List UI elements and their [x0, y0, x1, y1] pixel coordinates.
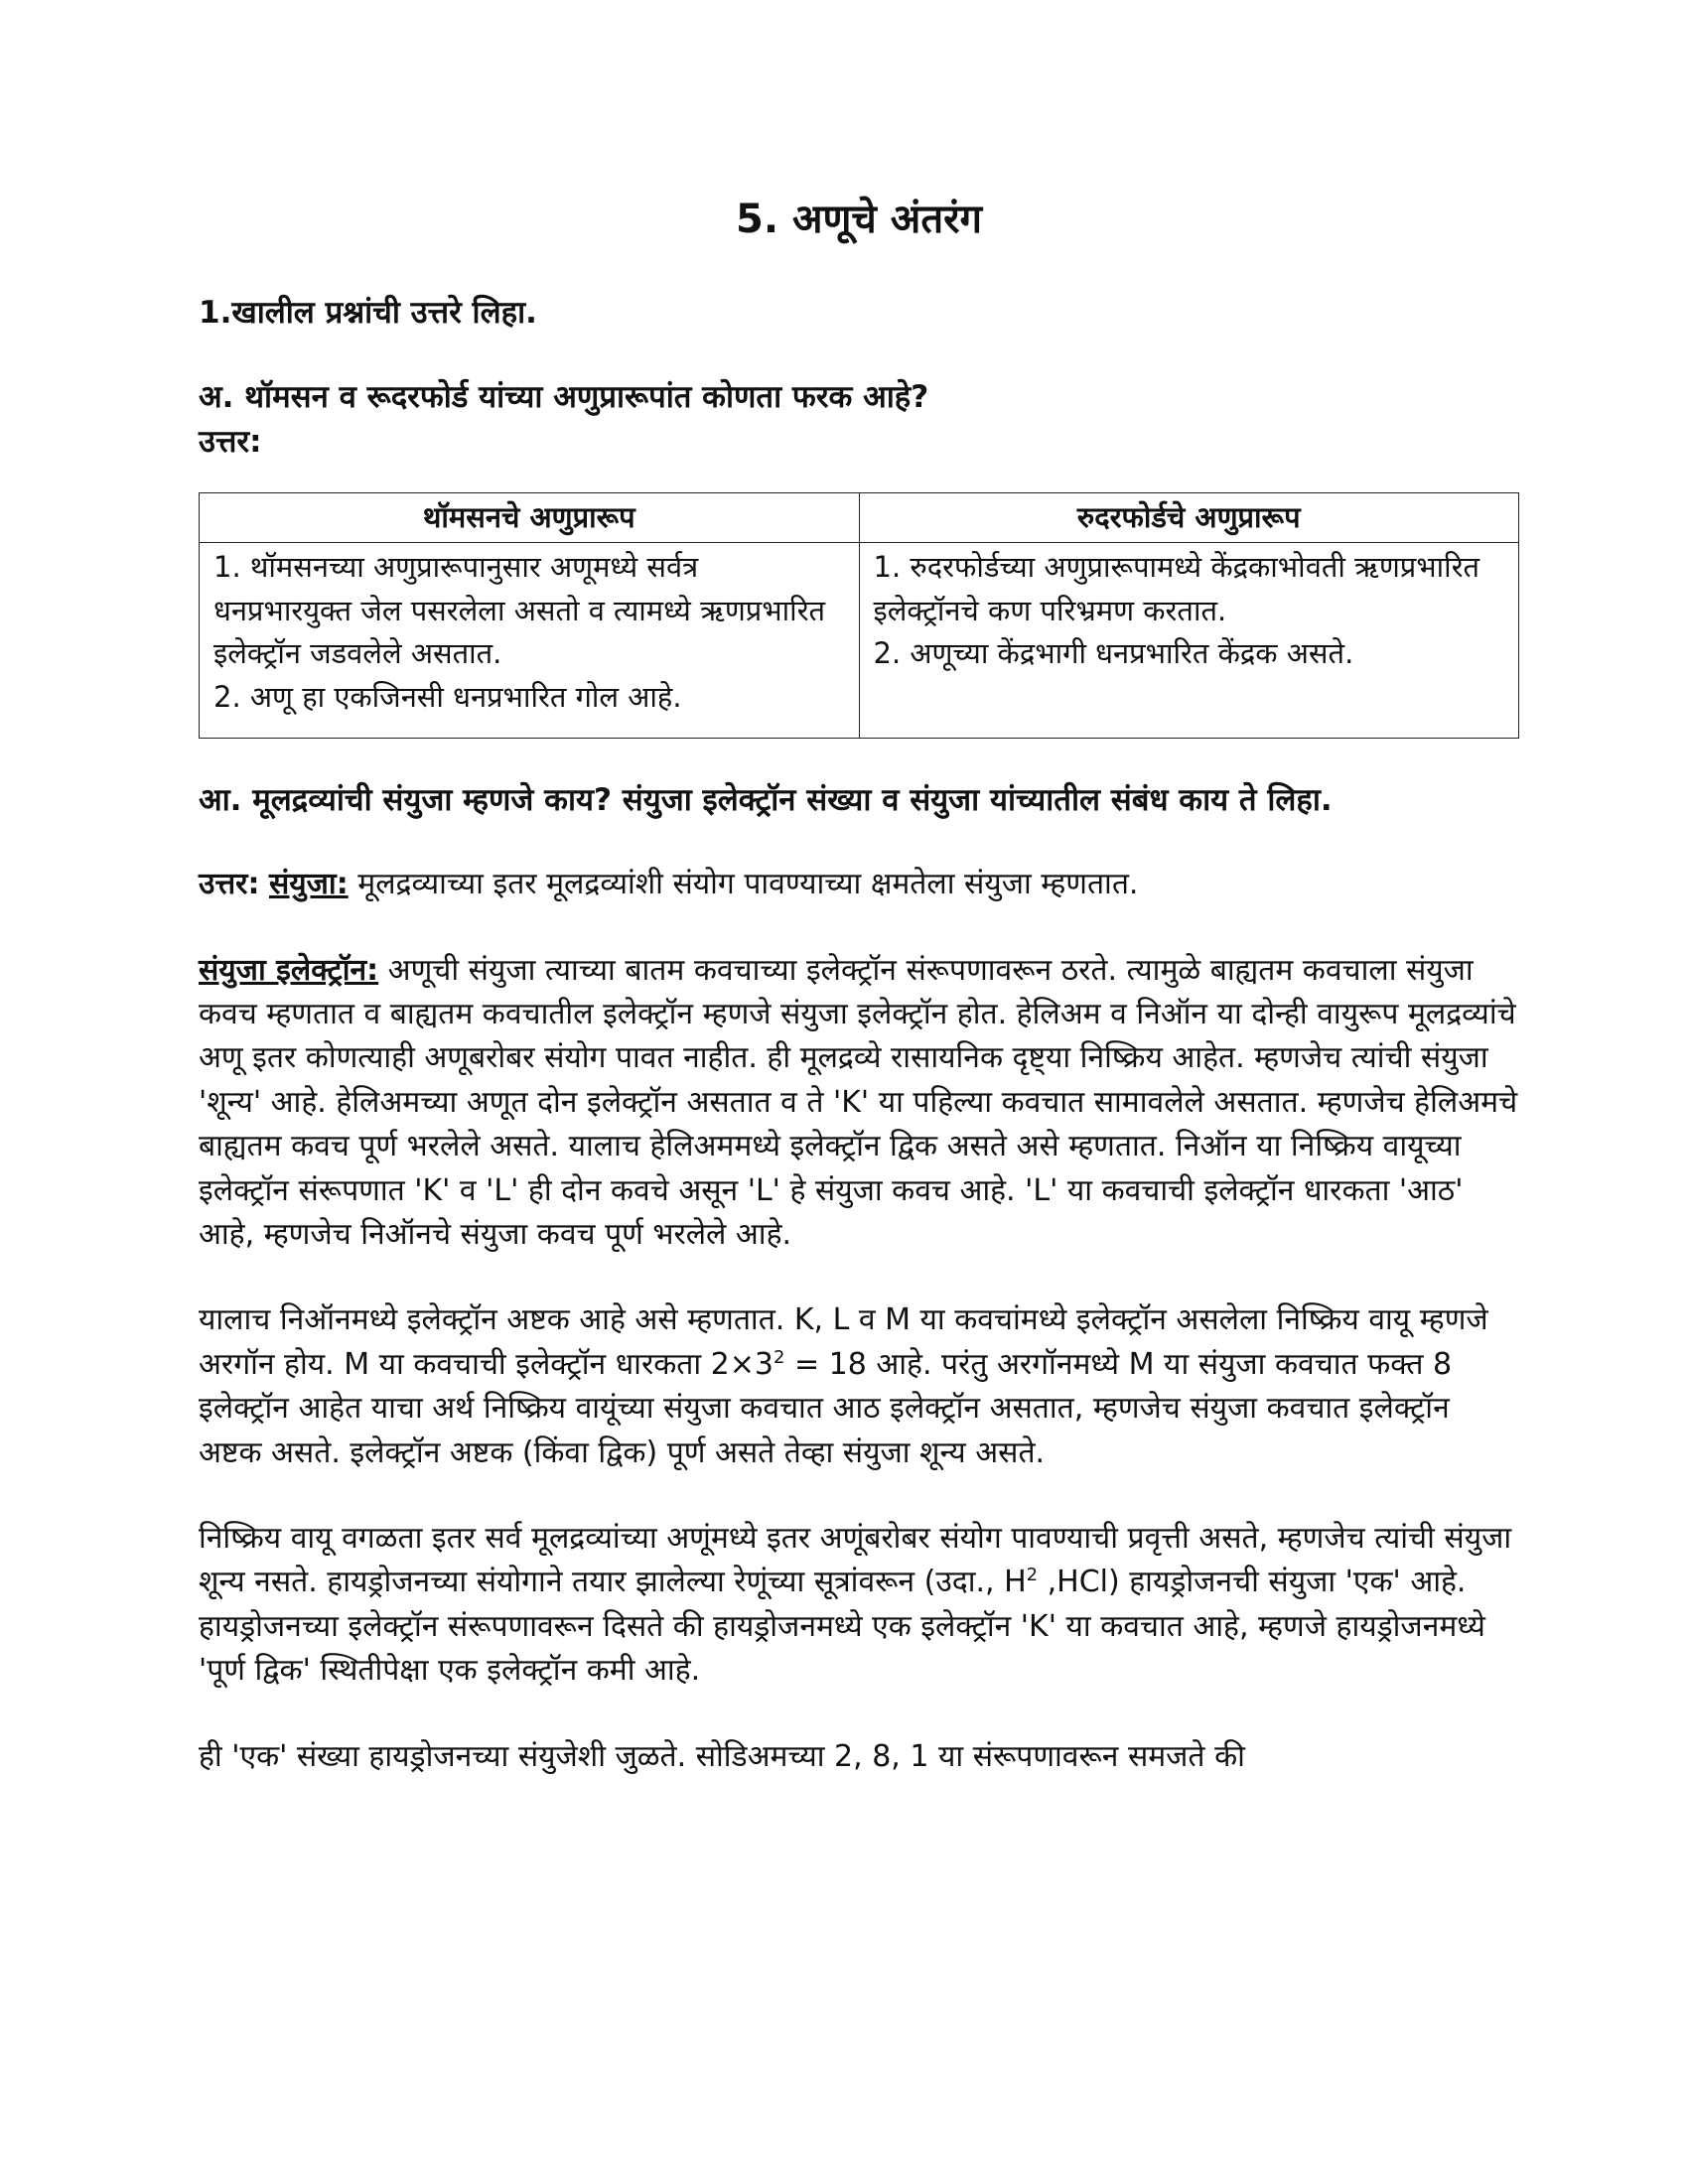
table-header-row	[200, 492, 1519, 543]
table-cell-thomson	[200, 543, 860, 739]
hydrogen-text-1: निष्क्रिय वायू वगळता इतर सर्व मूलद्रव्यांच्या अणूंमध्ये इतर अणूंबरोबर संयोग पावण्याची प्रवृत्ती असते, म्हणजेच त्यांची संयुजा शून्य नसते. हायड्रोजनच्या संयोगाने तयार झालेल्या रेणूंच्या सूत्रांवरून (उदा., H	[199, 1520, 1512, 1600]
octet-paragraph	[199, 1298, 1519, 1475]
rutherford-point-2: 2. अणूच्या केंद्रभागी धनप्रभारित केंद्रक असते.	[873, 636, 1354, 671]
table-cell-rutherford	[859, 543, 1519, 739]
document-page	[199, 194, 1519, 1821]
answer-label-a: उत्तर:	[199, 423, 262, 460]
valence-definition: मूलद्रव्याच्या इतर मूलद्रव्यांशी संयोग पावण्याच्या क्षमतेला संयुजा म्हणतात.	[357, 867, 1139, 902]
octet-text-2: = 18 आहे. परंतु अरगॉनमध्ये M या संयुजा कवचात फक्त 8 इलेक्ट्रॉन आहेत याचा अर्थ निष्क्रिय वायूंच्या संयुजा कवचात आठ इलेक्ट्रॉन असतात, म्हणजेच संयुजा कवचात इलेक्ट्रॉन अष्टक असते. इलेक्ट्रॉन अष्टक (किंवा द्विक) पूर्ण असते तेव्हा संयुजा शून्य असते.	[199, 1346, 1453, 1470]
valence-electrons-text: अणूची संयुजा त्याच्या बातम कवचाच्या इलेक्ट्रॉन संरूपणावरून ठरते. त्यामुळे बाह्यतम कवचाला संयुजा कवच म्हणतात व बाह्यतम कवचातील इलेक्ट्रॉन म्हणजे संयुजा इलेक्ट्रॉन होत. हेलिअम व निऑन या दोन्ही वायुरूप मूलद्रव्यांचे अणू इतर कोणत्याही अणूबरोबर संयोग पावत नाहीत. ही मूलद्रव्ये रासायनिक दृष्ट्या निष्क्रिय आहेत. म्हणजेच त्यांची संयुजा 'शून्य' आहे. हेलिअमच्या अणूत दोन इलेक्ट्रॉन असतात व ते 'K' या पहिल्या कवचात सामावलेले असतात. म्हणजेच हेलिअमचे बाह्यतम कवच पूर्ण भरलेले असते. यालाच हेलिअममध्ये इलेक्ट्रॉन द्विक असते असे म्हणतात. निऑन या निष्क्रिय वायूच्या इलेक्ट्रॉन संरूपणात 'K' व 'L' ही दोन कवचे असून 'L' हे संयुजा कवच आहे. 'L' या कवचाची इलेक्ट्रॉन धारकता 'आठ' आहे, म्हणजेच निऑनचे संयुजा कवच पूर्ण भरलेले आहे.	[199, 952, 1518, 1252]
octet-superscript: 2	[773, 1346, 785, 1368]
rutherford-point-1: 1. रुदरफोर्डच्या अणुप्रारूपामध्ये केंद्रकाभोवती ऋणप्रभारित इलेक्ट्रॉनचे कण परिभ्रमण करतात.	[873, 550, 1480, 627]
valence-term-label: संयुजा:	[268, 867, 349, 902]
question-b: आ. मूलद्रव्यांची संयुजा म्हणजे काय? संयुजा इलेक्ट्रॉन संख्या व संयुजा यांच्यातील संबंध काय ते लिहा.	[199, 782, 1333, 819]
hydrogen-paragraph	[199, 1517, 1519, 1694]
table-header-thomson: थॉमसनचे अणुप्रारूप	[200, 492, 860, 543]
thomson-point-2: 2. अणू हा एकजिनसी धनप्रभारित गोल आहे.	[213, 679, 682, 714]
hydrogen-text-2: ,HCl) हायड्रोजनची संयुजा 'एक' आहे. हायड्रोजनच्या इलेक्ट्रॉन संरूपणावरून दिसते की हायड्रोजनमध्ये एक इलेक्ट्रॉन 'K' या कवचात आहे, म्हणजे हायड्रोजनमध्ये 'पूर्ण द्विक' स्थितीपेक्षा एक इलेक्ट्रॉन कमी आहे.	[199, 1565, 1485, 1689]
page-title: 5. अणूचे अंतरंग	[736, 197, 982, 242]
comparison-table	[199, 492, 1519, 740]
answer-b-paragraph	[199, 863, 1519, 906]
thomson-point-1: 1. थॉमसनच्या अणुप्रारूपानुसार अणूमध्ये सर्वत्र धनप्रभारयुक्त जेल पसरलेला असतो व त्यामध्ये ऋणप्रभारित इलेक्ट्रॉन जडवलेले असतात.	[213, 550, 826, 671]
valence-electrons-label: संयुजा इलेक्ट्रॉन:	[199, 952, 379, 988]
valence-electrons-paragraph	[199, 949, 1519, 1258]
answer-label-b: उत्तर:	[199, 867, 260, 902]
section-heading: 1.खालील प्रश्नांची उत्तरे लिहा.	[199, 295, 537, 331]
table-row	[200, 543, 1519, 739]
question-a: अ. थॉमसन व रूदरफोर्ड यांच्या अणुप्रारूपांत कोणता फरक आहे?	[199, 378, 929, 415]
octet-text-1: यालाच निऑनमध्ये इलेक्ट्रॉन अष्टक आहे असे म्हणतात. K, L व M या कवचांमध्ये इलेक्ट्रॉन असलेला निष्क्रिय वायू म्हणजे अरगॉन होय. M या कवचाची इलेक्ट्रॉन धारकता 2×3	[199, 1302, 1488, 1382]
table-header-rutherford: रुदरफोर्डचे अणुप्रारूप	[859, 492, 1519, 543]
hydrogen-superscript: 2	[1026, 1565, 1039, 1586]
sodium-paragraph: ही 'एक' संख्या हायड्रोजनच्या संयुजेशी जुळते. सोडिअमच्या 2, 8, 1 या संरूपणावरून समजते की	[199, 1738, 1245, 1774]
